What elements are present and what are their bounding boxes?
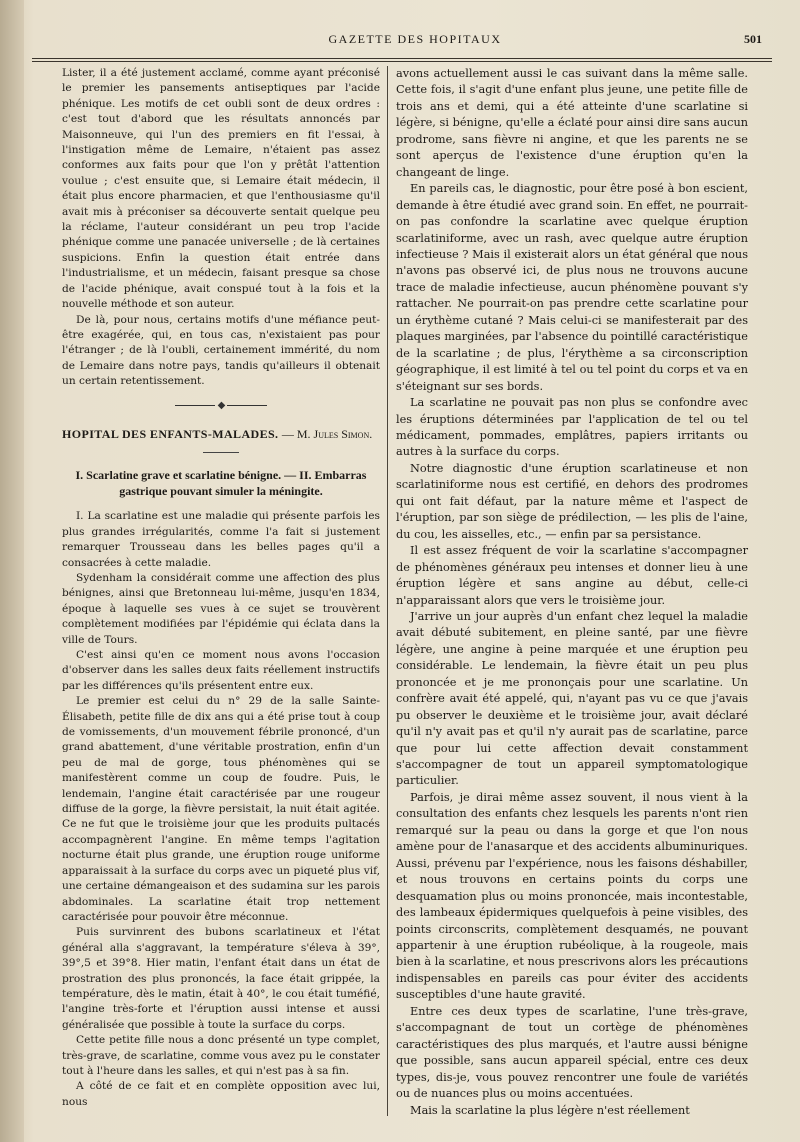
page-number: 501 <box>744 32 762 46</box>
header-rule <box>32 58 772 59</box>
paragraph: Le premier est celui du n° 29 de la salle Sainte-Élisabeth, petite fille de dix ans qui a été prise tout à coup de vomissements, d'un mouvement fébrile prononcé, d'un grand abattement, d'une véritable prostration, enfin d'un peu de mal de gorge, tous phénomènes qui se manifestèrent comme un coup de foudre. Puis, le lendemain, l'angine était caractérisée par une rougeur diffuse de la gorge, la fièvre persistait, la nuit était agitée. Ce ne fut que le troisième jour que les produits pultacés accompagnèrent l'angine. En même temps l'agitation nocturne était plus grande, une éruption rouge uniforme apparaissait à la surface du corps avec un piqueté plus vif, une certaine démangeaison et des sudamina sur les parois abdominales. La scarlatine était trop nettement caractérisée pour pouvoir être méconnue. <box>62 695 380 923</box>
section-title: HOPITAL DES ENFANTS-MALADES. <box>62 426 279 441</box>
paragraph: I. La scarlatine est une maladie qui présente parfois les plus grandes irrégularités, comme l'a fait si justement remarquer Trousseau dans les belles pages qu'il a consacrées à cette maladie. <box>62 510 380 569</box>
paragraph: Entre ces deux types de scarlatine, l'une très-grave, s'accompagnant de tout un cortège de phénomènes caractéristiques des plus marqués, et l'autre aussi bénigne que possible, sans aucun appareil spécial, entre ces deux types, dis-je, vous pouvez rencontrer une foule de variétés ou de nuances plus ou moins accentuées. <box>396 1004 748 1101</box>
page-header <box>60 32 770 52</box>
article-subheading: I. Scarlatine grave et scarlatine bénigne. — II. Embarras gastrique pouvant simuler la méningite. <box>75 468 367 499</box>
paragraph: La scarlatine ne pouvait pas non plus se confondre avec les éruptions déterminées par l'application de tel ou tel médicament, pommades, emplâtres, papiers irritants ou autres à la surface du corps. <box>396 396 748 459</box>
short-divider <box>203 452 239 453</box>
paragraph: A côté de ce fait et en complète opposition avec lui, nous <box>62 1080 380 1108</box>
paragraph: avons actuellement aussi le cas suivant dans la même salle. Cette fois, il s'agit d'une enfant plus jeune, une petite fille de trois ans et demi, qui a été atteinte d'une scarlatine si légère, si bénigne, qu'elle a éclaté pour ainsi dire sans aucun prodrome, sans fièvre ni angine, et que les parents ne se sont aperçus de l'existence d'une éruption qu'en la changeant de linge. <box>396 67 748 179</box>
paragraph: Notre diagnostic d'une éruption scarlatineuse et non scarlatiniforme nous est certifié, en dehors des prodromes qui ont fait défaut, par la nature même et l'aspect de l'éruption, par son siège de prédilection, — les plis de l'aine, du cou, les aisselles, etc., — enfin par sa persistance. <box>396 461 748 541</box>
right-column <box>396 66 748 1119</box>
paragraph: Puis survinrent des bubons scarlatineux et l'état général alla s'aggravant, la température s'éleva à 39°, 39°,5 et 39°8. Hier matin, l'enfant était dans un état de prostration des plus prononcés, la face était grippée, la température, dès le matin, était à 40°, le cou était tuméfié, l'angine très-forte et l'éruption aussi intense et aussi généralisée que possible à toute la surface du corps. <box>62 926 380 1031</box>
paragraph: C'est ainsi qu'en ce moment nous avons l'occasion d'observer dans les salles deux faits réellement instructifs par les différences qu'ils présentent entre eux. <box>62 649 380 692</box>
header-rule-double <box>32 61 772 62</box>
section-author: — M. Jules Simon. <box>281 426 373 441</box>
section-heading <box>62 427 380 442</box>
running-title: GAZETTE DES HOPITAUX <box>328 32 502 46</box>
paragraph: De là, pour nous, certains motifs d'une méfiance peut-être exagérée, qui, en tous cas, n'existaient pas pour l'étranger ; de là l'oubli, certainement immérité, du nom de Lemaire dans notre pays, tandis qu'ailleurs il obtenait un certain retentissement. <box>62 313 380 388</box>
section-ornament: ◆ <box>62 398 380 413</box>
column-divider <box>387 66 388 1116</box>
paragraph: En pareils cas, le diagnostic, pour être posé à bon escient, demande à être étudié avec grand soin. En effet, ne pourrait-on pas confondre la scarlatine avec quelque éruption scarlatiniforme, avec un rash, avec quelque autre éruption infectieuse ? Mais il existerait alors un état général que nous n'avons pas observé ici, de plus nous ne trouvons aucune trace de maladie infectieuse, aucun phénomène pouvant s'y rattacher. Ne pourrait-on pas prendre cette scarlatine pour un érythème cutané ? Mais celui-ci se manifesterait par des plaques marginées, par l'absence du pointillé caractéristique de la scarlatine ; de plus, l'érythème a sa circonscription géographique, il est limité à tel ou tel point du corps et va en s'éteignant sur ses bords. <box>396 182 748 393</box>
paragraph: Parfois, je dirai même assez souvent, il nous vient à la consultation des enfants chez lesquels les parents n'ont rien remarqué sur la peau ou dans la gorge et que l'on nous amène pour de l'anasarque et des accidents albuminuriques. Aussi, prévenu par l'expérience, nous les faisons déshabiller, et nous trouvons en certains points du corps une desquamation plus ou moins prononcée, mais incontestable, des lambeaux épidermiques quelquefois à peine visibles, des points circonscrits, complètement desquamés, ne pouvant appartenir à une éruption rubéolique, à la rougeole, mais bien à la scarlatine, et nous prescrivons alors les précautions indispensables en pareils cas pour éviter des accidents susceptibles d'une haute gravité. <box>396 790 748 1002</box>
paragraph: Cette petite fille nous a donc présenté un type complet, très-grave, de scarlatine, comme vous avez pu le constater tout à l'heure dans les salles, et qui n'est pas à sa fin. <box>62 1034 380 1077</box>
paragraph: Il est assez fréquent de voir la scarlatine s'accompagner de phénomènes généraux peu intenses et donner lieu à une éruption légère et sans angine au début, celle-ci n'apparaissant alors que vers le troisième jour. <box>396 544 748 607</box>
paragraph: J'arrive un jour auprès d'un enfant chez lequel la maladie avait débuté subitement, en pleine santé, par une fièvre légère, une angine à peine marquée et une éruption peu considérable. Le lendemain, la fièvre était un peu plus prononcée et je me prononçais pour une scarlatine. Un confrère avait été appelé, qui, n'ayant pas vu ce que j'avais pu observer le deuxième et le troisième jour, avait déclaré qu'il n'y avait pas et qu'il n'y aurait pas de scarlatine, parce que pour lui cette affection devait constamment s'accompagner de tout un appareil symptomatologique particulier. <box>396 609 748 788</box>
page-binding-edge <box>0 0 24 1142</box>
left-column <box>62 66 380 1110</box>
paragraph: Lister, il a été justement acclamé, comme ayant préconisé le premier les pansements antiseptiques par l'acide phénique. Les motifs de cet oubli sont de deux ordres : c'est tout d'abord que les résultats annoncés par Maisonneuve, qui l'un des premiers en fit l'essai, à l'instigation même de Lemaire, n'étaient pas assez conformes aux faits pour que l'on y prêtât l'attention voulue ; c'est ensuite que, si Lemaire était médecin, il était plus encore pharmacien, et que l'enthousiasme qu'il avait mis à préconiser sa découverte sentait quelque peu la réclame, l'auteur considérant un peu trop l'acide phénique comme une panacée universelle ; de là certaines suspicions. Enfin la question était entrée dans l'industrialisme, et un médecin, faisant presque sa chose de l'acide phénique, avait conspué tout à la fois et la nouvelle méthode et son auteur. <box>62 67 380 311</box>
paragraph: Mais la scarlatine la plus légère n'est réellement <box>410 1103 690 1117</box>
paragraph: Sydenham la considérait comme une affection des plus bénignes, ainsi que Bretonneau lui-même, jusqu'en 1834, époque à laquelle ses vues à ce sujet se trouvèrent complètement modifiées par l'épidémie qui éclata dans la ville de Tours. <box>62 571 380 646</box>
